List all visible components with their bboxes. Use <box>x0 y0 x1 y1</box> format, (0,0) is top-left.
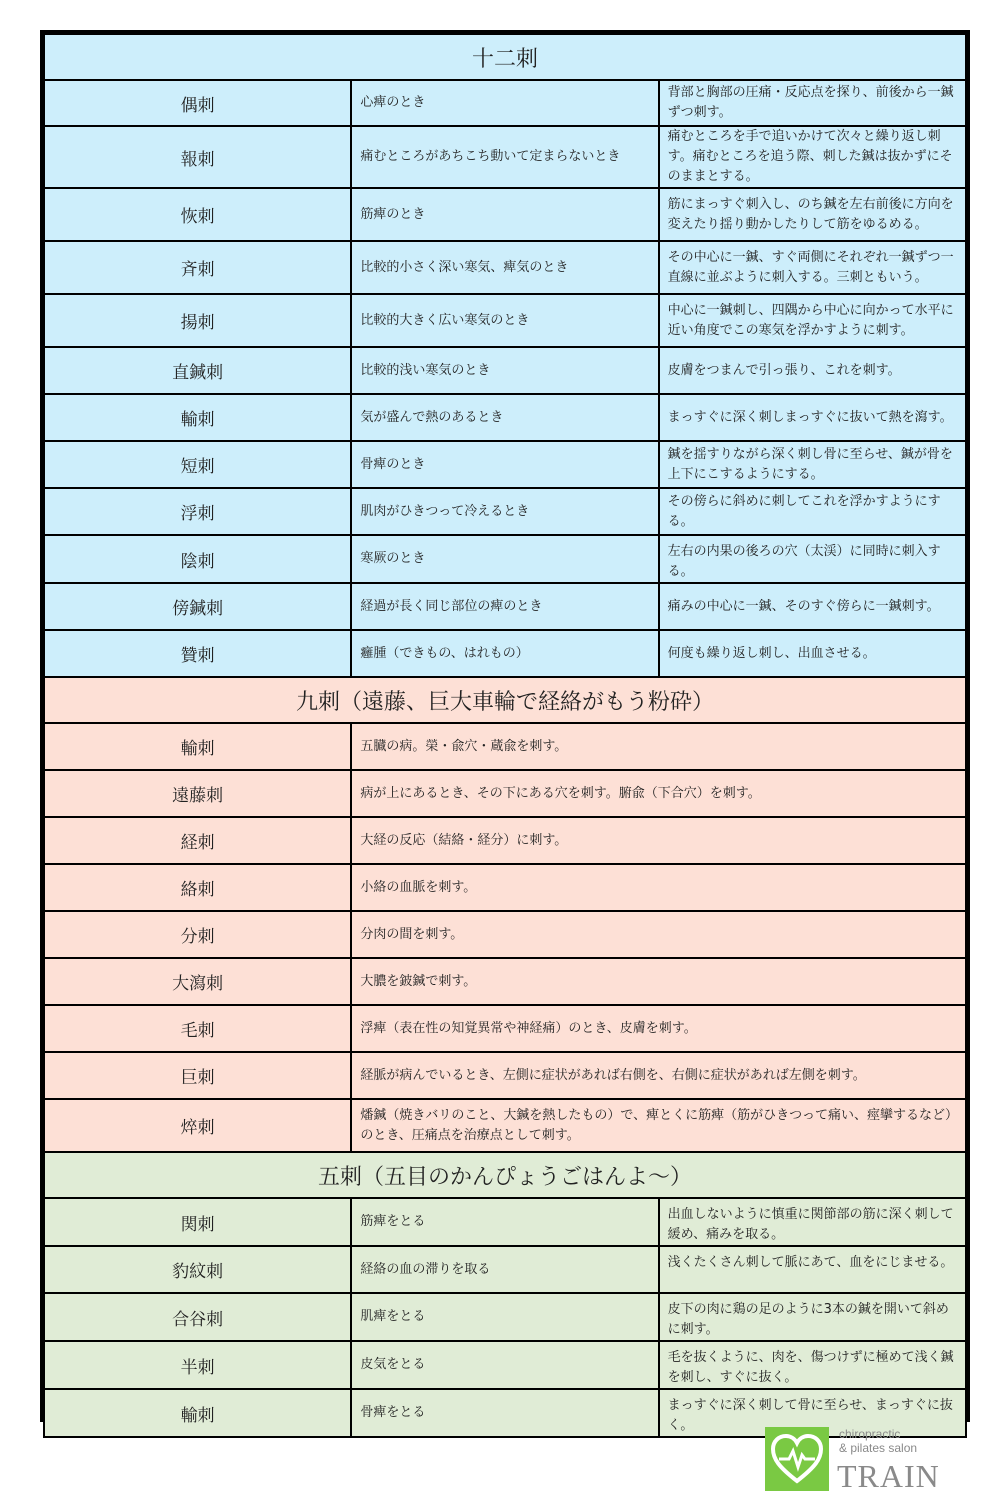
table-row <box>44 394 966 441</box>
technique-condition: 骨痺のとき <box>351 441 658 488</box>
technique-name: 焠刺 <box>44 1099 351 1152</box>
technique-name: 輸刺 <box>44 723 351 770</box>
table-row <box>44 347 966 394</box>
technique-method: 浮痺（表在性の知覚異常や神経痛）のとき、皮膚を刺す。 <box>351 1005 966 1052</box>
table-row <box>44 126 966 188</box>
table-row <box>44 1005 966 1052</box>
technique-method: 浅くたくさん刺して脈にあて、血をにじませる。 <box>659 1246 966 1293</box>
technique-name: 恢刺 <box>44 188 351 241</box>
section-five-header-row <box>44 1152 966 1198</box>
technique-method: 五臓の病。榮・兪穴・蔵兪を刺す。 <box>351 723 966 770</box>
technique-name: 豹紋刺 <box>44 1246 351 1293</box>
technique-method: 中心に一鍼刺し、四隅から中心に向かって水平に近い角度でこの寒気を浮かすように刺す。 <box>659 294 966 347</box>
section-nine-title: 九刺（遠藤、巨大車輪で経絡がもう粉砕） <box>44 677 966 723</box>
section-twelve-title: 十二刺 <box>44 34 966 80</box>
technique-condition: 比較的大きく広い寒気のとき <box>351 294 658 347</box>
technique-name: 巨刺 <box>44 1052 351 1099</box>
table-row <box>44 535 966 583</box>
technique-method: 病が上にあるとき、その下にある穴を刺す。腑兪（下合穴）を刺す。 <box>351 770 966 817</box>
table-row <box>44 864 966 911</box>
technique-method: 大経の反応（結絡・経分）に刺す。 <box>351 817 966 864</box>
technique-method: 分肉の間を刺す。 <box>351 911 966 958</box>
technique-name: 陰刺 <box>44 535 351 583</box>
technique-condition: 筋痺のとき <box>351 188 658 241</box>
technique-condition: 寒厥のとき <box>351 535 658 583</box>
technique-name: 傍鍼刺 <box>44 583 351 630</box>
table-row <box>44 241 966 294</box>
section-nine-header-row <box>44 677 966 723</box>
table-row <box>44 723 966 770</box>
table-row <box>44 958 966 1005</box>
technique-method: 筋にまっすぐ刺入し、のち鍼を左右前後に方向を変えたり揺り動かしたりして筋をゆるめる。 <box>659 188 966 241</box>
technique-name: 報刺 <box>44 126 351 188</box>
logo-line1: chiropractic <box>839 1427 901 1441</box>
technique-condition: 比較的浅い寒気のとき <box>351 347 658 394</box>
technique-condition: 骨痺をとる <box>351 1389 658 1437</box>
table-row <box>44 1052 966 1099</box>
table-row <box>44 583 966 630</box>
technique-method: 小絡の血脈を刺す。 <box>351 864 966 911</box>
technique-method: その傍らに斜めに刺してこれを浮かすようにする。 <box>659 488 966 535</box>
technique-condition: 比較的小さく深い寒気、痺気のとき <box>351 241 658 294</box>
technique-name: 遠藤刺 <box>44 770 351 817</box>
technique-name: 大瀉刺 <box>44 958 351 1005</box>
technique-method: 燔鍼（焼きバリのこと、大鍼を熱したもの）で、痺とくに筋痺（筋がひきつって痛い、痙攣するなど）のとき、圧痛点を治療点として刺す。 <box>351 1099 966 1152</box>
technique-name: 贊刺 <box>44 630 351 677</box>
table-row <box>44 1341 966 1389</box>
table-row <box>44 488 966 535</box>
technique-condition: 痛むところがあちこち動いて定まらないとき <box>351 126 658 188</box>
technique-name: 偶刺 <box>44 80 351 126</box>
table-row <box>44 80 966 126</box>
technique-method: 痛みの中心に一鍼、そのすぐ傍らに一鍼刺す。 <box>659 583 966 630</box>
technique-method: 大膿を鈹鍼で刺す。 <box>351 958 966 1005</box>
heart-pulse-icon <box>765 1427 829 1491</box>
technique-name: 浮刺 <box>44 488 351 535</box>
acupuncture-chart <box>43 33 967 1438</box>
acupuncture-chart-frame <box>40 30 970 1433</box>
technique-condition: 心痺のとき <box>351 80 658 126</box>
technique-condition: 経絡の血の滞りを取る <box>351 1246 658 1293</box>
technique-condition: 肌肉がひきつって冷えるとき <box>351 488 658 535</box>
technique-name: 関刺 <box>44 1198 351 1246</box>
technique-method: 経脈が病んでいるとき、左側に症状があれば右側を、右側に症状があれば左側を刺す。 <box>351 1052 966 1099</box>
table-row <box>44 817 966 864</box>
technique-name: 直鍼刺 <box>44 347 351 394</box>
table-row <box>44 1246 966 1293</box>
technique-method: 毛を抜くように、肉を、傷つけずに極めて浅く鍼を刺し、すぐに抜く。 <box>659 1341 966 1389</box>
technique-name: 毛刺 <box>44 1005 351 1052</box>
train-logo <box>765 1425 955 1497</box>
technique-method: 皮膚をつまんで引っ張り、これを刺す。 <box>659 347 966 394</box>
technique-method: まっすぐに深く刺して骨に至らせ、まっすぐに抜く。 <box>659 1389 966 1437</box>
section-twelve-header-row <box>44 34 966 80</box>
technique-name: 合谷刺 <box>44 1293 351 1341</box>
technique-method: まっすぐに深く刺しまっすぐに抜いて熱を瀉す。 <box>659 394 966 441</box>
technique-method: 背部と胸部の圧痛・反応点を探り、前後から一鍼ずつ刺す。 <box>659 80 966 126</box>
technique-method: 何度も繰り返し刺し、出血させる。 <box>659 630 966 677</box>
technique-method: 左右の内果の後ろの穴（太渓）に同時に刺入する。 <box>659 535 966 583</box>
table-row <box>44 911 966 958</box>
technique-condition: 経過が長く同じ部位の痺のとき <box>351 583 658 630</box>
technique-condition: 皮気をとる <box>351 1341 658 1389</box>
technique-method: 出血しないように慎重に関節部の筋に深く刺して緩め、痛みを取る。 <box>659 1198 966 1246</box>
technique-name: 半刺 <box>44 1341 351 1389</box>
table-row <box>44 770 966 817</box>
table-row <box>44 441 966 488</box>
table-row <box>44 1198 966 1246</box>
technique-name: 揚刺 <box>44 294 351 347</box>
logo-line2: & pilates salon <box>839 1441 918 1455</box>
technique-condition: 筋痺をとる <box>351 1198 658 1246</box>
technique-name: 輸刺 <box>44 394 351 441</box>
technique-name: 斉刺 <box>44 241 351 294</box>
table-row <box>44 188 966 241</box>
table-row <box>44 1099 966 1152</box>
technique-name: 絡刺 <box>44 864 351 911</box>
logo-word: TRAIN <box>837 1458 940 1494</box>
technique-method: 皮下の肉に鶏の足のように3本の鍼を開いて斜めに刺す。 <box>659 1293 966 1341</box>
table-row <box>44 294 966 347</box>
technique-name: 分刺 <box>44 911 351 958</box>
technique-condition: 気が盛んで熱のあるとき <box>351 394 658 441</box>
table-row <box>44 1293 966 1341</box>
technique-method: 鍼を揺すりながら深く刺し骨に至らせ、鍼が骨を上下にこするようにする。 <box>659 441 966 488</box>
technique-condition: 肌痺をとる <box>351 1293 658 1341</box>
section-five-title: 五刺（五目のかんぴょうごはんよ〜） <box>44 1152 966 1198</box>
table-row <box>44 630 966 677</box>
technique-name: 輸刺 <box>44 1389 351 1437</box>
technique-name: 短刺 <box>44 441 351 488</box>
technique-method: 痛むところを手で追いかけて次々と繰り返し刺す。痛むところを追う際、刺した鍼は抜かずにそのままとする。 <box>659 126 966 188</box>
technique-condition: 癰腫（できもの、はれもの） <box>351 630 658 677</box>
technique-name: 経刺 <box>44 817 351 864</box>
technique-method: その中心に一鍼、すぐ両側にそれぞれ一鍼ずつ一直線に並ぶように刺入する。三刺ともいう。 <box>659 241 966 294</box>
